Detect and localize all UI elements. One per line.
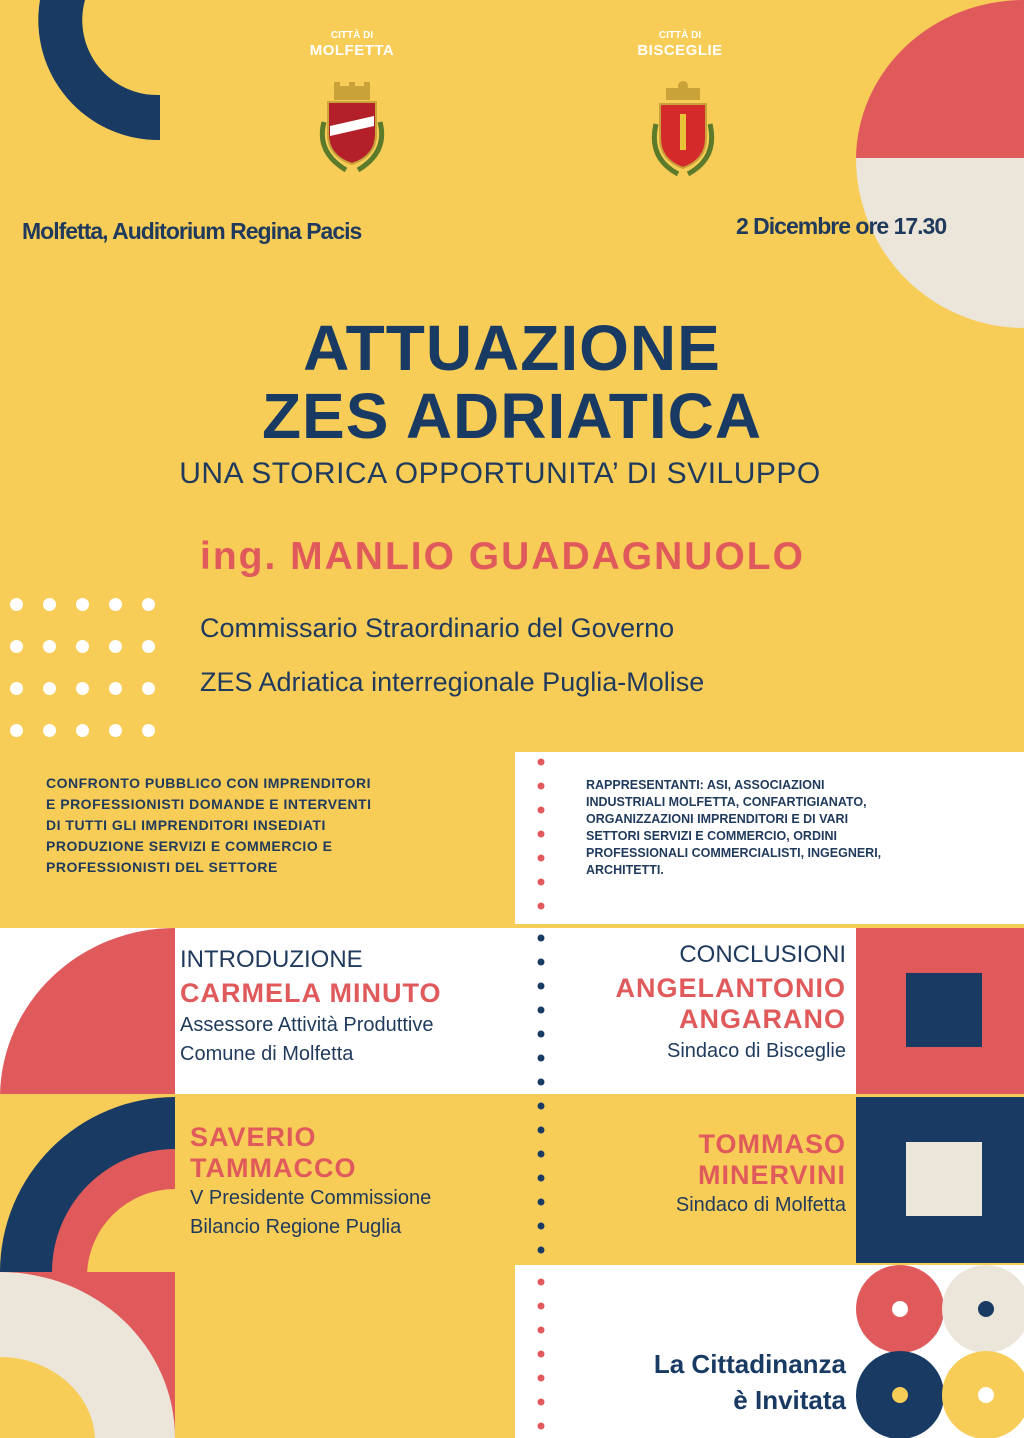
- tommaso-block: [540, 1129, 846, 1220]
- bisceglie-coat-of-arms-icon: [648, 80, 718, 180]
- conclusioni-speaker-name-2: ANGARANO: [679, 1004, 846, 1034]
- top-right-circle-decoration: [856, 0, 1024, 330]
- saverio-role-2: Bilancio Regione Puglia: [190, 1216, 402, 1238]
- saverio-role-1: V Presidente Commissione: [190, 1187, 432, 1209]
- bottom-right-circles-decoration: [856, 1265, 1024, 1438]
- rappresentanti-line: PROFESSIONALI COMMERCIALISTI, INGEGNERI,: [586, 846, 882, 860]
- tommaso-name-1: TOMMASO: [698, 1129, 846, 1159]
- event-datetime: 2 Dicembre ore 17.30: [736, 213, 947, 239]
- introduzione-speaker-name: CARMELA MINUTO: [180, 978, 442, 1008]
- molfetta-name: MOLFETTA: [309, 41, 395, 59]
- rappresentanti-text: [586, 777, 1006, 879]
- molfetta-city-label: [262, 30, 442, 59]
- dot-grid-decoration: [10, 598, 170, 738]
- saverio-block: [190, 1122, 520, 1242]
- conclusioni-heading: CONCLUSIONI: [679, 941, 846, 968]
- introduzione-role-2: Comune di Molfetta: [180, 1043, 354, 1065]
- conclusioni-block: [540, 941, 846, 1066]
- rappresentanti-line: SETTORI SERVIZI E COMMERCIO, ORDINI: [586, 829, 837, 843]
- invite-text: [560, 1346, 846, 1418]
- top-left-arc-decoration: [0, 0, 240, 160]
- title-line-1: ATTUAZIONE: [303, 312, 721, 384]
- main-speaker-role-line-1: Commissario Straordinario del Governo: [200, 613, 675, 643]
- bisceglie-city-label: [590, 30, 770, 59]
- introduzione-heading: INTRODUZIONE: [180, 946, 363, 973]
- confronto-line: PRODUZIONE SERVIZI E COMMERCIO E: [46, 838, 333, 854]
- confronto-line: PROFESSIONISTI DEL SETTORE: [46, 859, 278, 875]
- tommaso-name-2: MINERVINI: [697, 1160, 846, 1190]
- cream-inner-square: [906, 1142, 982, 1216]
- introduzione-block: [180, 946, 510, 1069]
- event-venue: Molfetta, Auditorium Regina Pacis: [22, 218, 362, 244]
- navy-inner-square: [906, 973, 982, 1047]
- conclusioni-role: Sindaco di Bisceglie: [667, 1040, 846, 1062]
- rappresentanti-line: INDUSTRIALI MOLFETTA, CONFARTIGIANATO,: [586, 795, 867, 809]
- invite-line-1: La Cittadinanza: [653, 1349, 846, 1379]
- rappresentanti-line: RAPPRESENTANTI: ASI, ASSOCIAZIONI: [586, 778, 825, 792]
- bisceglie-prefix: CITTÀ DI: [658, 30, 702, 41]
- introduzione-role-1: Assessore Attività Produttive: [180, 1014, 434, 1036]
- molfetta-coat-of-arms-icon: [316, 82, 388, 174]
- rappresentanti-line: ARCHITETTI.: [586, 863, 664, 877]
- confronto-text: [46, 773, 506, 878]
- saverio-name-2: TAMMACCO: [190, 1153, 357, 1183]
- saverio-name-1: SAVERIO: [190, 1122, 317, 1152]
- molfetta-prefix: CITTÀ DI: [330, 30, 374, 41]
- confronto-line: E PROFESSIONISTI DOMANDE E INTERVENTI: [46, 796, 372, 812]
- confronto-line: CONFRONTO PUBBLICO CON IMPRENDITORI: [46, 775, 371, 791]
- bottom-left-arcs-decoration: [0, 1097, 175, 1438]
- main-speaker-name: ing. MANLIO GUADAGNUOLO: [200, 535, 805, 578]
- event-subtitle: UNA STORICA OPPORTUNITA’ DI SVILUPPO: [179, 457, 821, 490]
- bisceglie-name: BISCEGLIE: [637, 41, 723, 59]
- confronto-line: DI TUTTI GLI IMPRENDITORI INSEDIATI: [46, 817, 326, 833]
- main-speaker-role-line-2: ZES Adriatica interregionale Puglia-Molise: [200, 667, 705, 697]
- conclusioni-speaker-name-1: ANGELANTONIO: [615, 973, 846, 1003]
- dotted-divider: [536, 752, 546, 1438]
- intro-semicircle-decoration: [0, 928, 175, 1094]
- rappresentanti-line: ORGANIZZAZIONI IMPRENDITORI E DI VARI: [586, 812, 849, 826]
- invite-line-2: è Invitata: [733, 1385, 846, 1415]
- tommaso-role: Sindaco di Molfetta: [675, 1194, 846, 1216]
- title-line-2: ZES ADRIATICA: [261, 380, 763, 452]
